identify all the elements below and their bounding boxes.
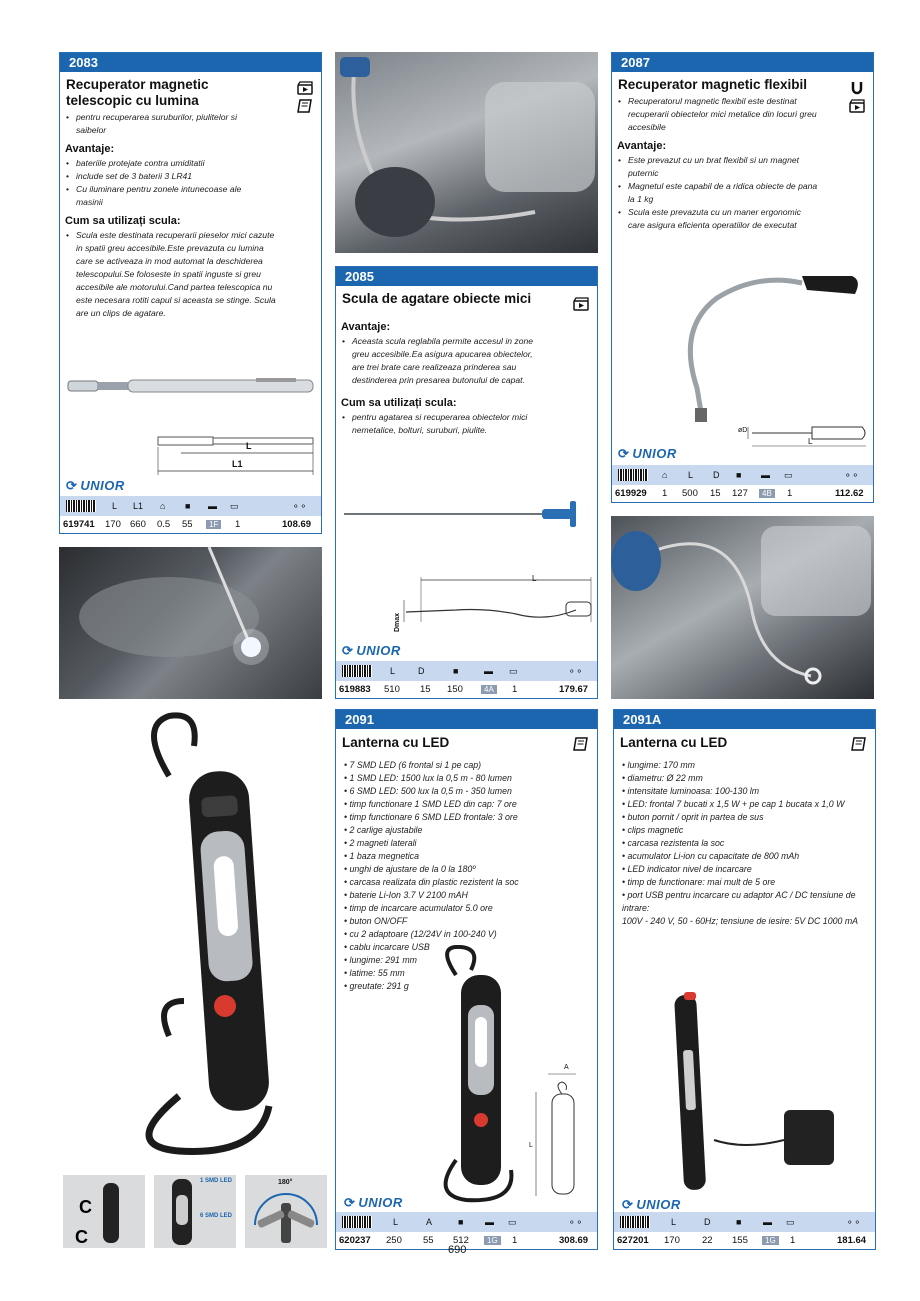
usage-list bbox=[342, 411, 542, 437]
price-icon: ⚬⚬ bbox=[568, 1216, 584, 1227]
specs-list bbox=[622, 759, 872, 928]
svg-text:C: C bbox=[75, 1227, 88, 1247]
list-item: • LED indicator nivel de incarcare bbox=[622, 864, 752, 874]
list-item: • Cu iluminare pentru zonele intunecoase ale masinii bbox=[66, 183, 256, 209]
table-row[interactable] bbox=[336, 681, 597, 698]
barcode-icon bbox=[342, 1216, 372, 1228]
cell-L1: 660 bbox=[130, 519, 146, 530]
price-icon: ⚬⚬ bbox=[844, 469, 860, 480]
weight-icon: ■ bbox=[453, 666, 459, 676]
feature-icons bbox=[297, 81, 313, 113]
list-item: • acumulator Li-ion cu capacitate de 800 mAh bbox=[622, 851, 800, 861]
product-number: 620237 bbox=[339, 1235, 371, 1246]
thumb-smd-leds bbox=[154, 1175, 236, 1248]
barcode-icon bbox=[342, 665, 372, 677]
list-item: • pentru recuperarea suruburilor, piulitelor si saibelor bbox=[66, 111, 256, 137]
price-icon: ⚬⚬ bbox=[568, 665, 584, 676]
list-item: • carcasa rezistenta la soc bbox=[622, 838, 725, 848]
list-item: • 6 SMD LED: 500 lux la 0,5 m - 350 lumen bbox=[344, 786, 512, 796]
product-card-2087 bbox=[611, 52, 874, 503]
product-number: 619929 bbox=[615, 488, 647, 499]
advantages-list bbox=[618, 154, 818, 232]
weight-icon: ■ bbox=[185, 501, 191, 511]
advantages-title: Avantaje: bbox=[617, 140, 667, 152]
led-work-light-photo bbox=[59, 706, 322, 1171]
quantity-icon: ▭ bbox=[784, 469, 793, 480]
table-header bbox=[614, 1212, 875, 1232]
angle-label: 180° bbox=[278, 1179, 293, 1186]
price: 308.69 bbox=[559, 1235, 589, 1246]
product-code: 2083 bbox=[60, 53, 321, 72]
barcode-icon bbox=[66, 500, 96, 512]
list-item: • Magnetul este capabil de a ridica obiecte de pana la 1 kg bbox=[618, 180, 818, 206]
cell-D: 22 bbox=[702, 1235, 713, 1246]
svg-text:C: C bbox=[79, 1197, 92, 1217]
dim-label-A: A bbox=[564, 1064, 569, 1071]
table-header bbox=[336, 1212, 597, 1232]
cell-g: 512 bbox=[453, 1235, 469, 1246]
label-6-smd-led: 6 SMD LED bbox=[200, 1213, 233, 1219]
manual-icon[interactable] bbox=[297, 99, 313, 113]
col-D: D bbox=[704, 1217, 711, 1227]
col-D: D bbox=[418, 666, 425, 676]
list-item: • 1 baza megnetica bbox=[344, 851, 419, 861]
video-icon[interactable] bbox=[849, 99, 865, 113]
weight-icon: ■ bbox=[458, 1217, 464, 1227]
product-title: Scula de agatare obiecte mici bbox=[342, 291, 532, 306]
magnet-weight-icon: ⌂ bbox=[662, 470, 668, 480]
weight-icon: ■ bbox=[736, 1217, 742, 1227]
dimension-drawing bbox=[396, 572, 596, 642]
cell-qty: 1 bbox=[512, 684, 518, 695]
list-item: • buton ON/OFF bbox=[344, 916, 408, 926]
list-item: • port USB pentru incarcare cu adaptor AC / DC tensiune de intrare: bbox=[622, 890, 856, 913]
brand-logo: ⟳ UNIOR bbox=[344, 1195, 403, 1210]
weight-icon: ■ bbox=[736, 470, 742, 480]
product-number: 619741 bbox=[63, 519, 95, 530]
dimension-drawing bbox=[156, 433, 316, 478]
price: 179.67 bbox=[559, 684, 589, 695]
col-D: D bbox=[713, 470, 720, 480]
magnet-icon bbox=[849, 81, 865, 95]
product-title: Lanterna cu LED bbox=[620, 735, 728, 750]
price-icon: ⚬⚬ bbox=[846, 1216, 862, 1227]
engine-photo-flexible bbox=[611, 516, 874, 699]
table-header bbox=[612, 465, 873, 485]
list-item: • lungime: 291 mm bbox=[344, 955, 417, 965]
dimension-drawing bbox=[742, 413, 870, 453]
intro-list bbox=[66, 111, 256, 137]
photo-detail bbox=[59, 547, 322, 699]
price: 108.69 bbox=[282, 519, 312, 530]
magnet-weight-icon: ⌂ bbox=[160, 501, 166, 511]
list-item: • unghi de ajustare de la 0 la 180º bbox=[344, 864, 476, 874]
video-icon[interactable] bbox=[297, 81, 313, 95]
list-item: • carcasa realizata din plastic rezistent la soc bbox=[344, 877, 519, 887]
cell-L: 170 bbox=[105, 519, 121, 530]
cell-qty: 1 bbox=[512, 1235, 518, 1246]
list-item: • timp de incarcare acumulator 5.0 ore bbox=[344, 903, 493, 913]
list-item: 100V - 240 V, 50 - 60Hz; tensiune de iesire: 5V DC 1000 mA bbox=[622, 916, 859, 926]
advantages-title: Avantaje: bbox=[341, 321, 391, 333]
table-header bbox=[336, 661, 597, 681]
feature-icons bbox=[851, 737, 867, 751]
package-icon: ▬ bbox=[761, 470, 770, 480]
cell-g: 55 bbox=[182, 519, 193, 530]
list-item: • Recuperatorul magnetic flexibil este destinat recuperarii obiectelor mici metalice din locuri greu accesibile bbox=[618, 95, 818, 134]
list-item: • greutate: 291 g bbox=[344, 981, 409, 991]
brand-logo: ⟳ UNIOR bbox=[622, 1197, 681, 1212]
list-item: • cu 2 adaptoare (12/24V in 100-240 V) bbox=[344, 929, 497, 939]
quantity-icon: ▭ bbox=[509, 665, 518, 676]
col-L: L bbox=[390, 666, 396, 676]
product-code: 2087 bbox=[612, 53, 873, 72]
price-table bbox=[336, 661, 597, 698]
dim-label-L: L bbox=[532, 574, 537, 583]
list-item: • Scula este prevazuta cu un maner ergonomic care asigura eficienta operatiilor de executat bbox=[618, 206, 818, 232]
photo-detail bbox=[154, 1175, 236, 1248]
video-icon[interactable] bbox=[573, 297, 589, 311]
list-item: • bateriile protejate contra umiditatii bbox=[66, 157, 256, 170]
col-L: L bbox=[688, 470, 694, 480]
list-item: • timp functionare 6 SMD LED frontale: 3 ore bbox=[344, 812, 518, 822]
package-icon: ▬ bbox=[484, 666, 493, 676]
advantages-list bbox=[66, 157, 256, 209]
cell-A: 55 bbox=[423, 1235, 434, 1246]
manual-icon[interactable] bbox=[573, 737, 589, 751]
photo-detail bbox=[59, 706, 322, 1171]
barcode-icon bbox=[620, 1216, 650, 1228]
package-code: 4A bbox=[481, 685, 497, 694]
quantity-icon: ▭ bbox=[508, 1216, 517, 1227]
list-item: • include set de 3 baterii 3 LR41 bbox=[66, 170, 256, 183]
dim-label-L: L bbox=[246, 441, 252, 451]
price-table bbox=[336, 1212, 597, 1249]
advantages-title: Avantaje: bbox=[65, 143, 115, 155]
cell-qty: 1 bbox=[790, 1235, 796, 1246]
intro-list bbox=[618, 95, 818, 134]
usage-title: Cum sa utilizați scula: bbox=[65, 215, 181, 227]
package-icon: ▬ bbox=[208, 501, 217, 511]
col-L1: L1 bbox=[133, 501, 144, 511]
product-card-2083 bbox=[59, 52, 322, 534]
list-item: • cablu incarcare USB bbox=[344, 942, 430, 952]
manual-icon[interactable] bbox=[851, 737, 867, 751]
cell-D: 15 bbox=[420, 684, 431, 695]
telescopic-tool-image bbox=[66, 371, 316, 401]
list-item: • Este prevazut cu un brat flexibil si un magnet puternic bbox=[618, 154, 818, 180]
usage-list bbox=[66, 229, 276, 320]
product-card-2091A bbox=[613, 709, 876, 1250]
cell-L: 510 bbox=[384, 684, 400, 695]
thumb-magnets bbox=[63, 1175, 145, 1248]
feature-icons bbox=[849, 81, 865, 113]
engine-photo-magnetic bbox=[335, 52, 598, 253]
cell-g: 150 bbox=[447, 684, 463, 695]
cell-D: 15 bbox=[710, 488, 721, 499]
dimension-drawing bbox=[528, 1066, 596, 1201]
cell-L: 500 bbox=[682, 488, 698, 499]
led-light-image bbox=[426, 945, 526, 1205]
list-item: • buton pornit / oprit in partea de sus bbox=[622, 812, 764, 822]
product-title: Lanterna cu LED bbox=[342, 735, 450, 750]
cell-g: 127 bbox=[732, 488, 748, 499]
list-item: • lungime: 170 mm bbox=[622, 760, 695, 770]
product-title: Recuperator magnetic telescopic cu lumina bbox=[66, 77, 209, 108]
list-item: • diametru: Ø 22 mm bbox=[622, 773, 703, 783]
list-item: • intensitate luminoasa: 100-130 lm bbox=[622, 786, 760, 796]
product-title: Recuperator magnetic flexibil bbox=[618, 77, 808, 92]
advantages-list bbox=[342, 335, 542, 387]
pen-light-image bbox=[654, 990, 854, 1200]
engine-photo-telescopic bbox=[59, 547, 322, 699]
list-item: • Aceasta scula reglabila permite accesul in zone greu accesibile.Ea asigura apucarea obiectelor, are trei brate care realizeaza prinderea sau destinderea prin presarea butonului de capat. bbox=[342, 335, 542, 387]
col-L: L bbox=[112, 501, 118, 511]
dim-label-L: L bbox=[529, 1142, 533, 1149]
list-item: • clips magnetic bbox=[622, 825, 684, 835]
flexible-magnet-tool-image bbox=[627, 258, 867, 428]
page-number: 690 bbox=[448, 1244, 467, 1256]
list-item: • 7 SMD LED (6 frontal si 1 pe cap) bbox=[344, 760, 482, 770]
product-code: 2091 bbox=[336, 710, 597, 729]
cell-qty: 1 bbox=[787, 488, 793, 499]
list-item: • timp de functionare: mai mult de 5 ore bbox=[622, 877, 776, 887]
cell-weight: 0.5 bbox=[157, 519, 171, 530]
price-table bbox=[612, 465, 873, 502]
list-item: • pentru agatarea si recuperarea obiectelor mici nemetalice, bolturi, suruburi, piulite. bbox=[342, 411, 542, 437]
product-code: 2091A bbox=[614, 710, 875, 729]
label-1-smd-led: 1 SMD LED bbox=[200, 1178, 233, 1184]
price-table bbox=[60, 496, 321, 533]
product-code: 2085 bbox=[336, 267, 597, 286]
cell-L: 170 bbox=[664, 1235, 680, 1246]
price: 112.62 bbox=[835, 488, 864, 499]
cell-g: 155 bbox=[732, 1235, 748, 1246]
package-icon: ▬ bbox=[763, 1217, 772, 1227]
product-number: 619883 bbox=[339, 684, 371, 695]
list-item: • 2 magneti laterali bbox=[344, 838, 417, 848]
table-header bbox=[60, 496, 321, 516]
photo-detail bbox=[63, 1175, 145, 1248]
list-item: • 1 SMD LED: 1500 lux la 0,5 m - 80 lumen bbox=[344, 773, 512, 783]
product-card-2091 bbox=[335, 709, 598, 1250]
price-icon: ⚬⚬ bbox=[292, 500, 308, 511]
product-number: 627201 bbox=[617, 1235, 649, 1246]
list-item: • Scula este destinata recuperarii pieselor mici cazute in spatii greu accesibile.Este prevazuta cu lumina care se activeaza in mod automat la deschiderea telescopului.Se foloseste in spatii inguste si greu accesibile ale motorului.Cand partea telescopica nu este necesara rotiti capul si aceasta se stinge. Scula are un clips de agatare. bbox=[66, 229, 276, 320]
price-table bbox=[614, 1212, 875, 1249]
package-code: 4B bbox=[759, 489, 775, 498]
dim-label-L1: L1 bbox=[232, 459, 243, 469]
pickup-tool-image bbox=[342, 497, 592, 527]
feature-icons bbox=[573, 297, 589, 311]
quantity-icon: ▭ bbox=[230, 500, 239, 511]
dim-label-D: øD bbox=[738, 427, 748, 434]
cell-L: 250 bbox=[386, 1235, 402, 1246]
package-code: 1F bbox=[206, 520, 221, 529]
photo-detail bbox=[611, 516, 874, 699]
table-row[interactable] bbox=[336, 1232, 597, 1249]
col-A: A bbox=[426, 1217, 433, 1227]
brand-logo: ⟳ UNIOR bbox=[66, 478, 125, 493]
table-row[interactable] bbox=[612, 485, 873, 502]
col-L: L bbox=[671, 1217, 677, 1227]
quantity-icon: ▭ bbox=[786, 1216, 795, 1227]
col-L: L bbox=[393, 1217, 399, 1227]
price: 181.64 bbox=[837, 1235, 867, 1246]
barcode-icon bbox=[618, 469, 648, 481]
list-item: • timp functionare 1 SMD LED din cap: 7 ore bbox=[344, 799, 517, 809]
list-item: • 2 carlige ajustabile bbox=[344, 825, 423, 835]
brand-logo: ⟳ UNIOR bbox=[618, 446, 677, 461]
thumb-angle bbox=[245, 1175, 327, 1248]
cell-kg: 1 bbox=[662, 488, 668, 499]
list-item: • latime: 55 mm bbox=[344, 968, 405, 978]
feature-icons bbox=[573, 737, 589, 751]
usage-title: Cum sa utilizați scula: bbox=[341, 397, 457, 409]
list-item: • LED: frontal 7 bucati x 1,5 W + pe cap 1 bucata x 1,0 W bbox=[622, 799, 845, 809]
table-row[interactable] bbox=[60, 516, 321, 533]
brand-logo: ⟳ UNIOR bbox=[342, 643, 401, 658]
package-code: 1G bbox=[484, 1236, 501, 1245]
cell-qty: 1 bbox=[235, 519, 241, 530]
dim-label-L: L bbox=[808, 437, 813, 446]
package-icon: ▬ bbox=[485, 1217, 494, 1227]
dim-label-Dmax: Dmax bbox=[394, 612, 402, 633]
photo-detail bbox=[335, 52, 598, 253]
product-card-2085 bbox=[335, 266, 598, 699]
list-item: • baterie Li-Ion 3.7 V 2100 mAH bbox=[344, 890, 468, 900]
package-code: 1G bbox=[762, 1236, 779, 1245]
table-row[interactable] bbox=[614, 1232, 875, 1249]
